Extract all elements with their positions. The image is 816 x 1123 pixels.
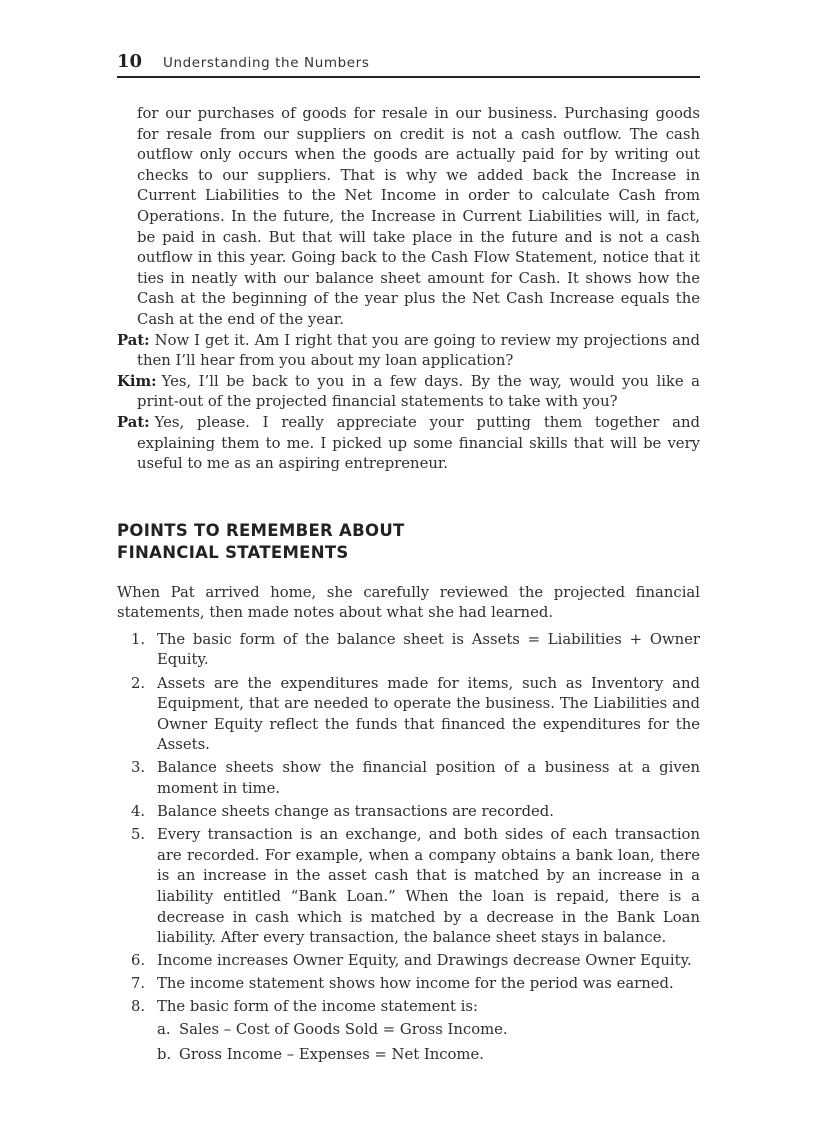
page-body [117,104,700,1069]
points-list [117,630,700,1065]
speaker-name: Pat: [117,413,150,431]
page-number: 10 [117,51,143,72]
section-heading-line-1: POINTS TO REMEMBER ABOUT [117,520,405,540]
dialogue-line-pat-1 [117,331,700,372]
list-item: 4. Balance sheets change as transactions are recorded. [131,803,554,821]
section-heading-line-2: FINANCIAL STATEMENTS [117,542,349,562]
speaker-name: Pat: [117,331,150,349]
dialogue-text: Yes, please. I really appreciate your putting them together and explaining them to me. I picked up some financial skills that will be very useful to me as an aspiring entrepreneur. [137,413,700,473]
running-header-title: Understanding the Numbers [163,55,370,71]
sub-points-list [157,1020,700,1065]
list-item: 5. Every transaction is an exchange, and both sides of each transaction are recorded. For example, when a company obtains a bank loan, there is an increase in the asset cash that is matched by an increase in a liability entitled “Bank Loan.” When the loan is repaid, there is a decrease in cash which is matched by a decrease in the Bank Loan liability. After every transaction, the balance sheet stays in balance. [131,826,700,947]
dialogue-line-pat-2 [117,413,700,475]
list-item: 1. The basic form of the balance sheet is Assets = Liabilities + Owner Equity. [131,630,700,669]
list-item: 7. The income statement shows how income for the period was earned. [131,975,674,993]
dialogue-text: Now I get it. Am I right that you are going to review my projections and then I’ll hear from you about my loan application? [137,331,700,370]
list-item: 3. Balance sheets show the financial position of a business at a given moment in time. [131,759,700,798]
sub-list-item: b. Gross Income – Expenses = Net Income. [157,1045,484,1063]
list-item: 2. Assets are the expenditures made for items, such as Inventory and Equipment, that are needed to operate the business. The Liabilities and Owner Equity reflect the funds that financed the expenditures for the Assets. [131,674,700,754]
sub-list-item: a. Sales – Cost of Goods Sold = Gross Income. [157,1021,508,1039]
section-heading [117,520,700,564]
dialogue-text: Yes, I’ll be back to you in a few days. By the way, would you like a print-out of the projected financial statements to take with you? [137,372,700,411]
list-item: 8. The basic form of the income statement is: a. Sales – Cost of Goods Sold = Gross Income. b. Gross Income – Expenses = Net Income. [117,997,700,1065]
dialogue-line-kim [117,372,700,413]
speaker-name: Kim: [117,372,157,390]
continued-paragraph: for our purchases of goods for resale in our business. Purchasing goods for resale from our suppliers on credit is not a cash outflow. The cash outflow only occurs when the goods are actually paid for by writing out checks to our suppliers. That is why we added back the Increase in Current Liabilities to the Net Income in order to calculate Cash from Operations. In the future, the Increase in Current Liabilities will, in fact, be paid in cash. But that will take place in the future and is not a cash outflow in this year. Going back to the Cash Flow Statement, notice that it ties in neatly with our balance sheet amount for Cash. It shows how the Cash at the beginning of the year plus the Net Cash Increase equals the Cash at the end of the year. [137,105,700,328]
list-item: 6. Income increases Owner Equity, and Drawings decrease Owner Equity. [131,952,692,970]
running-header [117,50,700,78]
section-intro: When Pat arrived home, she carefully reviewed the projected financial statements, then made notes about what she had learned. [117,583,700,622]
